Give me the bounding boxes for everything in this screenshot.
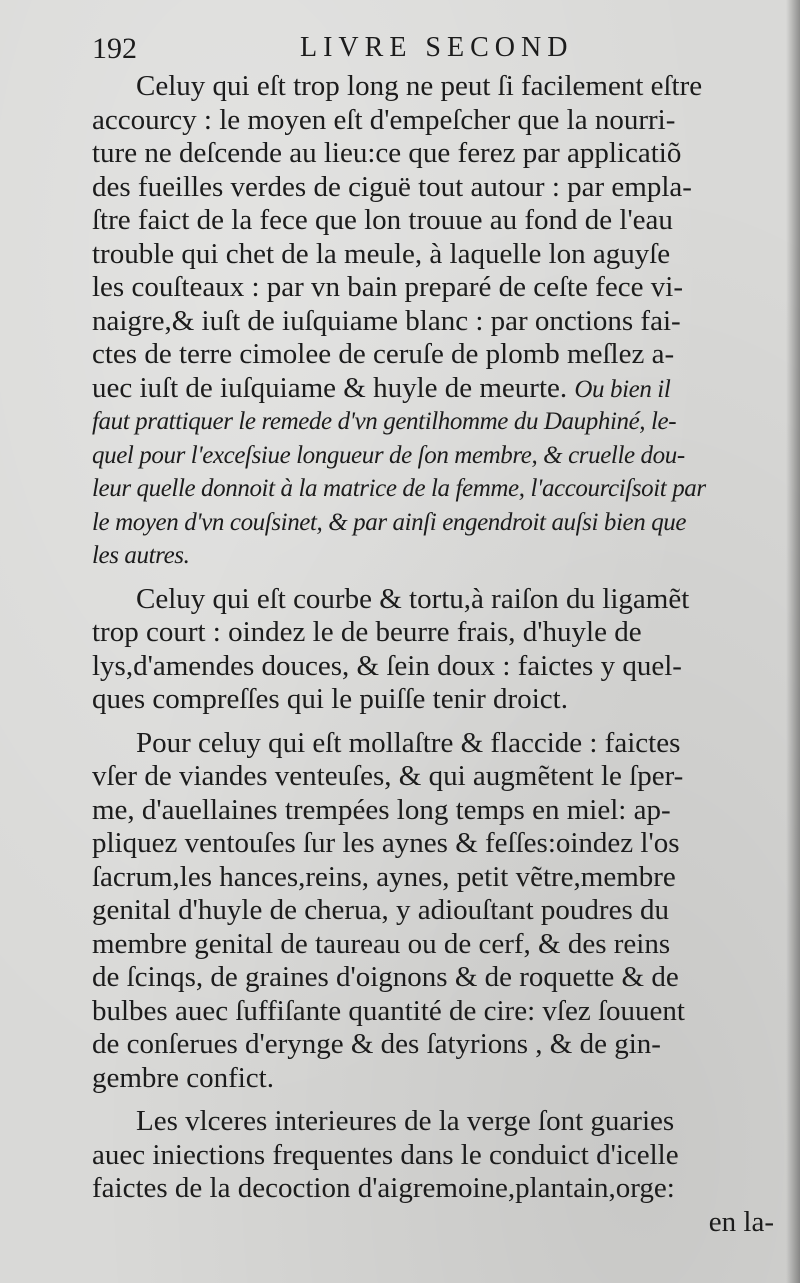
- text-line: ſtre faict de la fece que lon trouue au fond de l'eau: [92, 204, 673, 236]
- text-line: genital d'huyle de cherua, y adiouſtant poudres du: [92, 894, 669, 926]
- text-italic: Ou bien il: [574, 375, 671, 403]
- text-line: trop court : oindez le de beurre frais, d'huyle de: [92, 616, 642, 648]
- running-head: [92, 32, 782, 72]
- text-line: Les vlceres interieures de la verge ſont guaries: [136, 1105, 675, 1137]
- text-line: Pour celuy qui eſt mollaſtre & flaccide : faictes: [136, 726, 681, 759]
- text-line: accourcy : le moyen eſt d'empeſcher que la nourri-: [92, 103, 676, 136]
- text-line: Celuy qui eſt trop long ne peut ſi facilement eſtre: [136, 70, 703, 102]
- text-line: trouble qui chet de la meule, à laquelle lon aguyſe: [92, 237, 671, 270]
- text-line: ture ne deſcende au lieu:ce que ferez par applicatiõ: [92, 137, 682, 169]
- text-line: ques compreſſes qui le puiſſe tenir droict.: [92, 683, 568, 715]
- text-line: faictes de la decoction d'aigremoine,plantain,orge:: [92, 1172, 675, 1204]
- page-edge-shadow: [786, 0, 800, 1283]
- page-number: 192: [92, 32, 137, 65]
- text-line: vſer de viandes venteuſes, & qui augmẽtent le ſper-: [92, 760, 684, 792]
- running-title: LIVRE SECOND: [300, 32, 574, 63]
- text-line: de conſerues d'erynge & des ſatyrions , & de gin-: [92, 1028, 661, 1060]
- text-line: auec iniections frequentes dans le conduict d'icelle: [92, 1138, 679, 1171]
- text-line: Celuy qui eſt courbe & tortu,à raiſon du ligamẽt: [136, 582, 690, 615]
- text-line: gembre confict.: [92, 1061, 274, 1094]
- text-line: des fueilles verdes de ciguë tout autour : par empla-: [92, 170, 692, 203]
- text-line: les couſteaux : par vn bain preparé de ceſte fece vi-: [92, 271, 683, 303]
- paragraph-curved-member: [92, 583, 782, 717]
- paragraph-ulcers: [92, 1105, 782, 1206]
- text-line: de ſcinqs, de graines d'oignons & de roquette & de: [92, 961, 679, 993]
- text-line: me, d'auellaines trempées long temps en miel: ap-: [92, 793, 671, 826]
- text-line: lys,d'amendes douces, & ſein doux : faictes y quel-: [92, 649, 682, 682]
- text-line-italic: faut prattiquer le remede d'vn gentilhomme du Dauphiné, le-: [92, 408, 677, 435]
- text-line: pliquez ventouſes ſur les aynes & feſſes:oindez l'os: [92, 827, 680, 859]
- text-roman: uec iuſt de iuſquiame & huyle de meurte.: [92, 371, 568, 404]
- text-line-italic: leur quelle donnoit à la matrice de la femme, l'accourciſsoit par: [92, 475, 706, 502]
- text-line: ctes de terre cimolee de ceruſe de plomb meſlez a-: [92, 338, 675, 370]
- body-text: [92, 70, 782, 1239]
- text-line: naigre,& iuſt de iuſquiame blanc : par onctions fai-: [92, 304, 681, 337]
- text-line: [92, 372, 782, 406]
- paragraph-long-member: [92, 70, 782, 573]
- text-line-italic: les autres.: [92, 542, 190, 569]
- paragraph-flaccid-member: [92, 727, 782, 1096]
- text-line: membre genital de taureau ou de cerf, & des reins: [92, 927, 671, 960]
- text-line: ſacrum,les hances,reins, aynes, petit vẽtre,membre: [92, 860, 676, 893]
- catchword: en la-: [708, 1205, 774, 1238]
- text-line-italic: quel pour l'exceſsiue longueur de ſon membre, & cruelle dou-: [92, 441, 685, 469]
- text-line: bulbes auec ſuffiſante quantité de cire: vſez ſouuent: [92, 994, 685, 1027]
- text-line-italic: le moyen d'vn couſsinet, & par ainſi engendroit auſsi bien que: [92, 508, 687, 536]
